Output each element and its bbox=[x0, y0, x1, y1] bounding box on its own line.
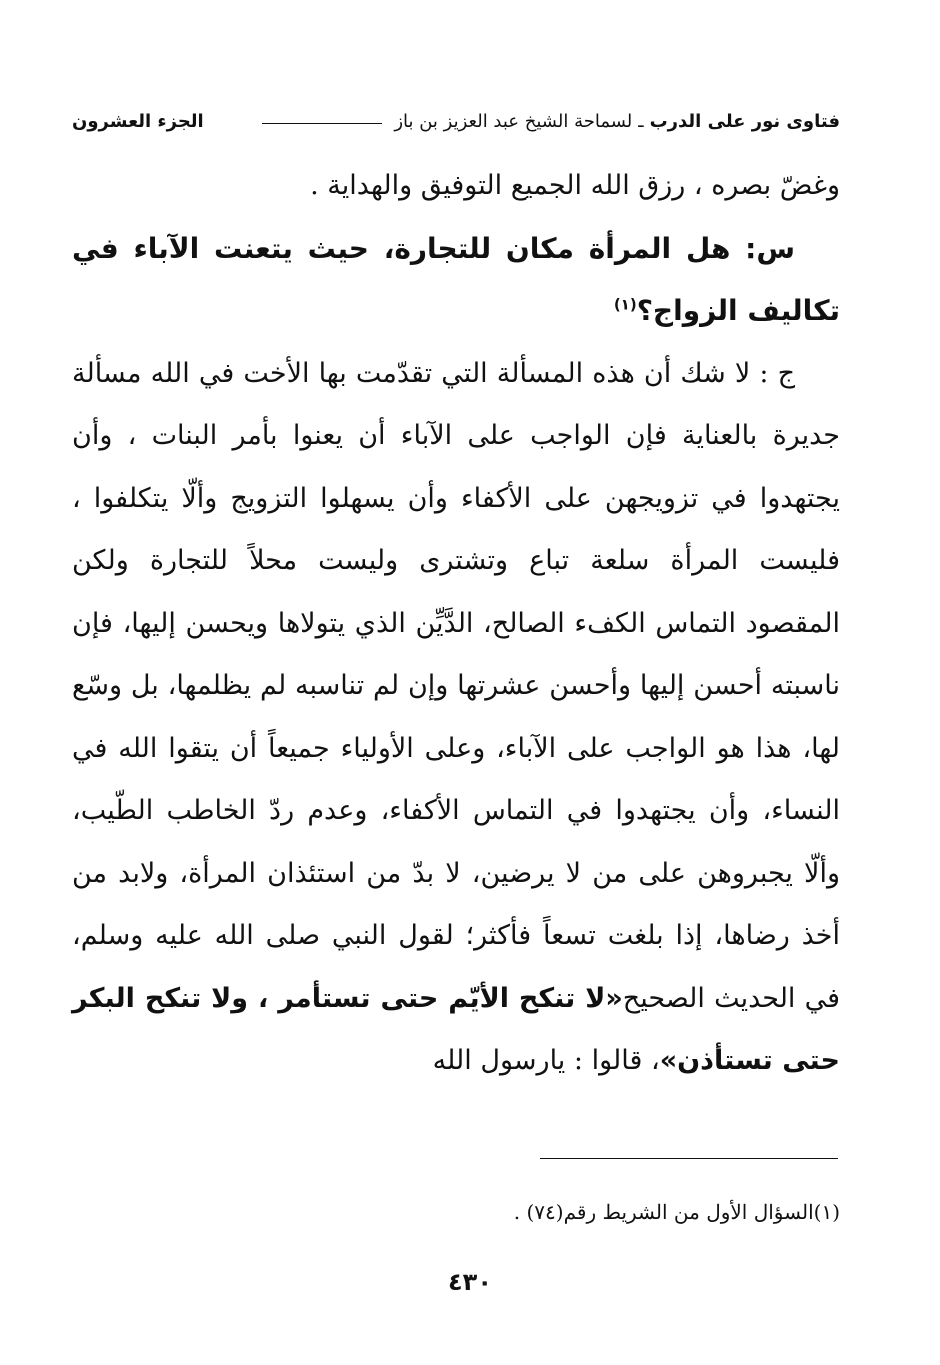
page-number: ٤٣٠ bbox=[448, 1268, 492, 1296]
answer-paragraph bbox=[72, 343, 840, 1093]
header-rule bbox=[262, 123, 382, 124]
footnote: (١)السؤال الأول من الشريط رقم(٧٤) . bbox=[513, 1200, 840, 1224]
question-paragraph bbox=[72, 218, 840, 343]
footnote-marker: (١) bbox=[613, 295, 637, 314]
book-author: لسماحة الشيخ عبد العزيز بن باز bbox=[394, 110, 633, 132]
question-text: س: هل المرأة مكان للتجارة، حيث يتعنت الآباء في تكاليف الزواج؟ bbox=[72, 231, 840, 327]
volume-label: الجزء العشرون bbox=[72, 110, 204, 132]
main-text bbox=[72, 155, 840, 1093]
hadith-quote: «لا تنكح الأيّم حتى تستأمر ، ولا تنكح البكر حتى تستأذن» bbox=[72, 982, 840, 1076]
continuation-paragraph: وغضّ بصره ، رزق الله الجميع التوفيق والهداية . bbox=[310, 170, 840, 201]
answer-continuation: ، قالوا : يارسول الله bbox=[432, 1045, 660, 1076]
answer-text: ج : لا شك أن هذه المسألة التي تقدّمت بها الأخت في الله مسألة جديرة بالعناية فإن الواجب على الآباء أن يعنوا بأمر البنات ، وأن يجتهدوا في تزويجهن على الأكفاء وأن يسهلوا التزويج وألّا يتكلفوا ، فليست المرأة سلعة تباع وتشترى وليست محلاً للتجارة ولكن المقصود التماس الكفء الصالح، الدَّيِّن الذي يتولاها ويحسن إليها، فإن ناسبته أحسن إليها وأحسن عشرتها وإن لم تناسبه لم يظلمها، بل وسّع لها، هذا هو الواجب على الآباء، وعلى الأولياء جميعاً أن يتقوا الله في النساء، وأن يجتهدوا في التماس الأكفاء، وعدم ردّ الخاطب الطّيب، وألّا يجبروهن على من لا يرضين، لا بدّ من استئذان المرأة، ولابد من أخذ رضاها، إذا بلغت تسعاً فأكثر؛ لقول النبي صلى الله عليه وسلم، في الحديث الصحيح bbox=[72, 357, 840, 1014]
footnote-divider bbox=[540, 1158, 838, 1159]
header-separator: ـ bbox=[638, 110, 644, 132]
running-header bbox=[72, 103, 840, 139]
book-series-title: فتاوى نور على الدرب bbox=[649, 110, 840, 132]
header-title-group bbox=[256, 111, 840, 132]
